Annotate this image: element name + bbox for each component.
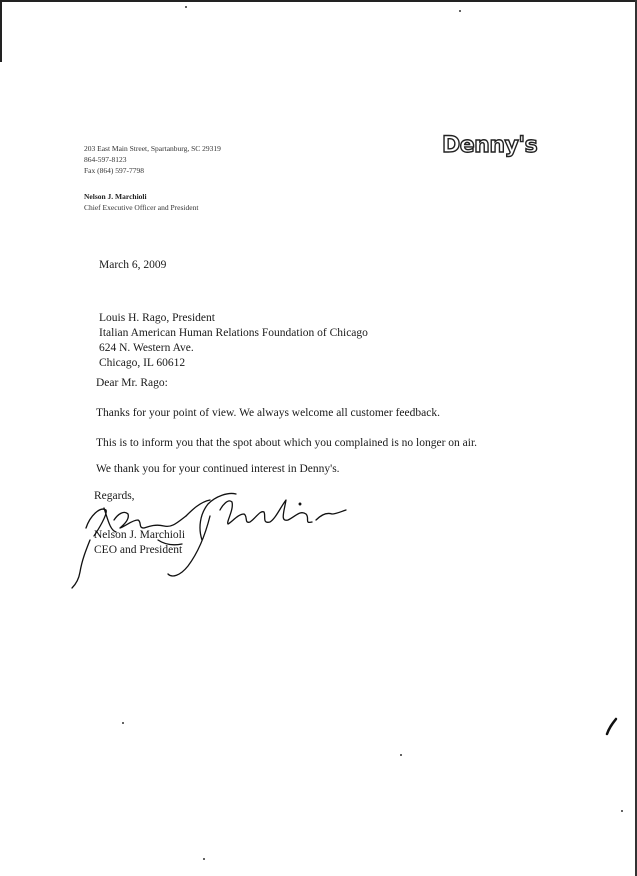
scan-speck: [400, 754, 402, 756]
salutation: Dear Mr. Rago:: [96, 377, 168, 389]
scan-speck: [459, 10, 461, 12]
dennys-logo: [440, 128, 540, 158]
body-paragraph: This is to inform you that the spot about which you complained is no longer on air.: [96, 437, 478, 449]
phone-line: 864-597-8123: [84, 155, 127, 164]
letterhead-sender-name: Nelson J. Marchioli: [84, 192, 147, 201]
signer-name: Nelson J. Marchioli: [94, 529, 186, 541]
letter-date: March 6, 2009: [99, 259, 167, 271]
signer-title: CEO and President: [94, 544, 183, 556]
closing: Regards,: [94, 490, 135, 502]
scan-speck: [203, 858, 205, 860]
fax-line: Fax (864) 597-7798: [84, 166, 144, 175]
address-line: 203 East Main Street, Spartanburg, SC 29319: [84, 144, 221, 153]
scan-speck: [122, 722, 124, 724]
body-paragraph: Thanks for your point of view. We always welcome all customer feedback.: [96, 407, 440, 419]
scan-mark: [604, 716, 618, 736]
recipient-block: [99, 311, 368, 371]
recipient-line: 624 N. Western Ave.: [99, 342, 194, 354]
body-paragraph: We thank you for your continued interest in Denny's.: [96, 463, 340, 475]
letterhead-address: [84, 143, 221, 176]
scan-edge-top: [0, 0, 637, 2]
recipient-line: Italian American Human Relations Foundation of Chicago: [99, 327, 368, 339]
scan-speck: [621, 810, 623, 812]
letterhead-sender-title: Chief Executive Officer and President: [84, 203, 199, 212]
recipient-line: Chicago, IL 60612: [99, 357, 186, 369]
scan-edge-left: [0, 0, 2, 62]
recipient-line: Louis H. Rago, President: [99, 312, 215, 324]
handwritten-signature: [60, 480, 360, 590]
scan-speck: [185, 6, 187, 8]
logo-text: Denny's: [442, 133, 538, 158]
